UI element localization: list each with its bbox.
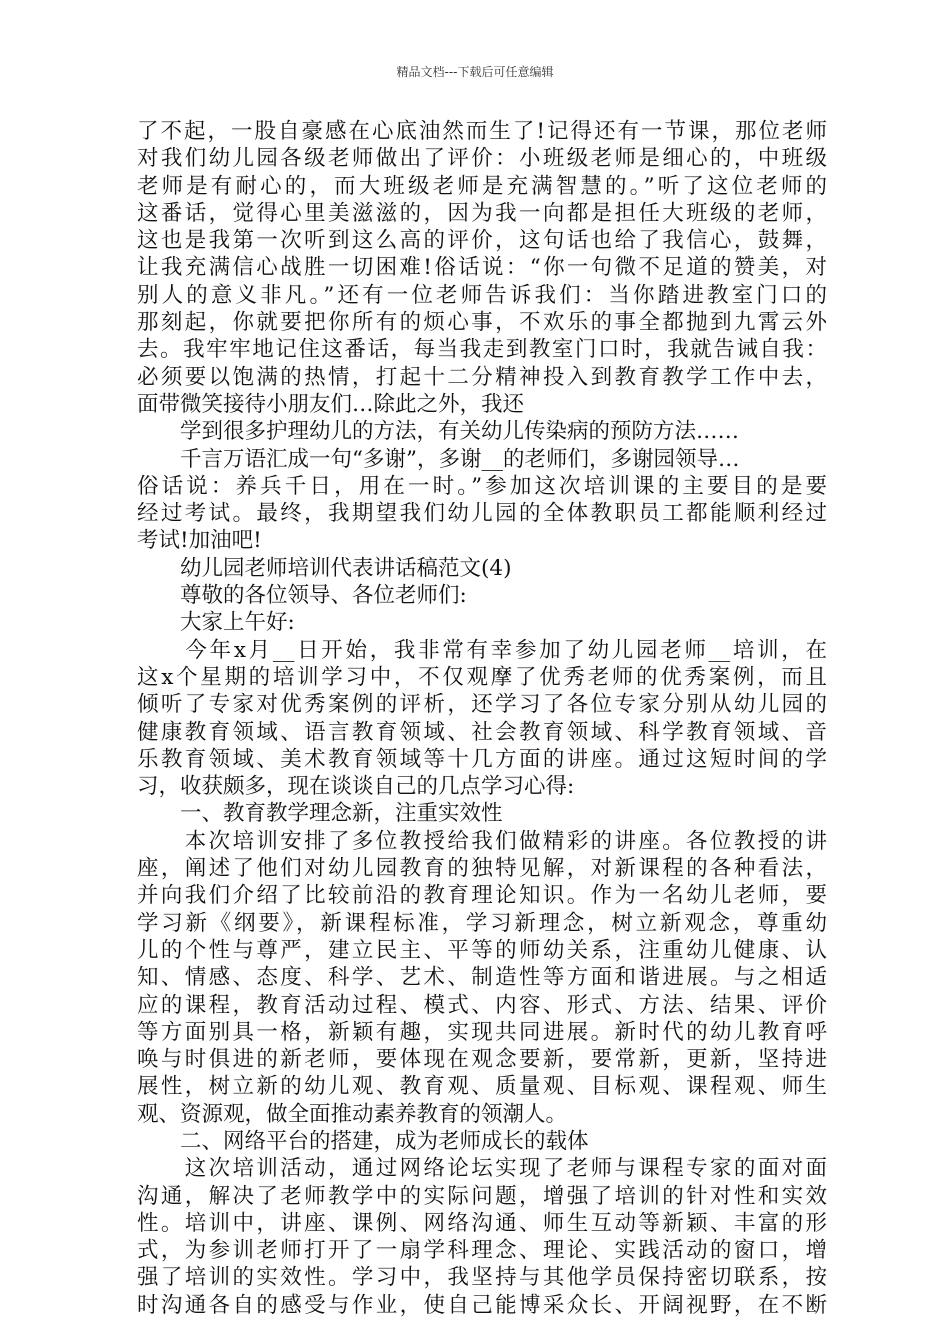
text-line: 去。我牢牢地记住这番话，每当我走到教室门口时，我就告诫自我： (137, 337, 827, 363)
text-line: 大家上午好: (137, 610, 295, 636)
text-line: 这x个星期的培训学习中，不仅观摩了优秀老师的优秀案例，而且 (137, 664, 827, 690)
text-line: 性。培训中，讲座、课例、网络沟通、师生互动等新颖、丰富的形 (137, 1210, 827, 1236)
text-line: 式，为参训老师打开了一扇学科理念、理论、实践活动的窗口，增 (137, 1238, 827, 1264)
text-line: 必须要以饱满的热情，打起十二分精神投入到教育教学工作中去， (137, 364, 827, 390)
text-line: 经过考试。最终，我期望我们幼儿园的全体教职员工都能顺利经过 (137, 501, 827, 527)
text-line: 幼儿园老师培训代表讲话稿范文(4) (137, 555, 512, 581)
text-line: 俗话说：养兵千日，用在一时。”参加这次培训课的主要目的是要 (137, 473, 827, 499)
text-line: 这番话，觉得心里美滋滋的，因为我一向都是担任大班级的老师， (137, 200, 827, 226)
text-line: 让我充满信心战胜一切困难!俗话说：“你一句微不足道的赞美，对 (137, 255, 827, 281)
text-line: 乐教育领域、美术教育领域等十几方面的讲座。通过这短时间的学 (137, 746, 827, 772)
text-line: 时沟通各自的感受与作业，使自己能博采众长、开阔视野，在不断 (137, 1292, 827, 1318)
text-line: 等方面别具一格，新颖有趣，实现共同进展。新时代的幼儿教育呼 (137, 1019, 827, 1045)
text-line: 本次培训安排了多位教授给我们做精彩的讲座。各位教授的讲 (137, 828, 827, 854)
text-line: 展性，树立新的幼儿观、教育观、质量观、目标观、课程观、师生 (137, 1074, 827, 1100)
page-header: 精品文档---下载后可任意编辑 (396, 65, 554, 79)
text-line: 强了培训的实效性。学习中，我坚持与其他学员保持密切联系，按 (137, 1265, 827, 1291)
text-line: 别人的意义非凡。”还有一位老师告诉我们：当你踏进教室门口的 (137, 282, 827, 308)
text-line: 这次培训活动，通过网络论坛实现了老师与课程专家的面对面 (137, 1156, 827, 1182)
text-line: 学习新《纲要》，新课程标准，学习新理念，树立新观念，尊重幼 (137, 910, 827, 936)
text-line: 老师是有耐心的，而大班级老师是充满智慧的。”听了这位老师的 (137, 173, 827, 199)
text-line: 对我们幼儿园各级老师做出了评价：小班级老师是细心的，中班级 (137, 146, 827, 172)
text-line: 了不起，一股自豪感在心底油然而生了!记得还有一节课，那位老师 (137, 119, 827, 144)
text-line: 这也是我第一次听到这么高的评价，这句话也给了我信心，鼓舞， (137, 228, 827, 254)
text-line: 健康教育领域、语言教育领域、社会教育领域、科学教育领域、音 (137, 719, 827, 745)
text-line: 儿的个性与尊严，建立民主、平等的师幼关系，注重幼儿健康、认 (137, 937, 827, 963)
text-line: 倾听了专家对优秀案例的评析，还学习了各位专家分别从幼儿园的 (137, 692, 827, 718)
text-line: 座，阐述了他们对幼儿园教育的独特见解，对新课程的各种看法， (137, 856, 827, 882)
text-line: 面带微笑接待小朋友们…除此之外，我还 (137, 391, 525, 417)
text-line: 今年x月__日开始，我非常有幸参加了幼儿园老师__培训，在 (137, 637, 827, 663)
text-line: 千言万语汇成一句“多谢”，多谢__的老师们，多谢园领导… (137, 446, 740, 472)
text-line: 考试!加油吧! (137, 528, 262, 554)
text-line: 观、资源观，做全面推动素养教育的领潮人。 (137, 1101, 568, 1127)
text-line: 一、教育教学理念新，注重实效性 (137, 801, 503, 827)
text-line: 尊敬的各位领导、各位老师们: (137, 583, 467, 609)
text-line: 学到很多护理幼儿的方法，有关幼儿传染病的预防方法…… (137, 419, 740, 445)
text-line: 那刻起，你就要把你所有的烦心事，不欢乐的事全都抛到九霄云外 (137, 310, 827, 336)
text-line: 唤与时俱进的新老师，要体现在观念要新，要常新，更新，坚持进 (137, 1047, 827, 1073)
text-line: 习，收获颇多，现在谈谈自己的几点学习心得: (137, 774, 575, 800)
text-line: 知、情感、态度、科学、艺术、制造性等方面和谐进展。与之相适 (137, 965, 827, 991)
text-line: 二、网络平台的搭建，成为老师成长的载体 (137, 1128, 589, 1154)
text-line: 应的课程，教育活动过程、模式、内容、形式、方法、结果、评价 (137, 992, 827, 1018)
text-line: 并向我们介绍了比较前沿的教育理论知识。作为一名幼儿老师，要 (137, 883, 827, 909)
text-line: 沟通，解决了老师教学中的实际问题，增强了培训的针对性和实效 (137, 1183, 827, 1209)
document-body (137, 118, 827, 1319)
